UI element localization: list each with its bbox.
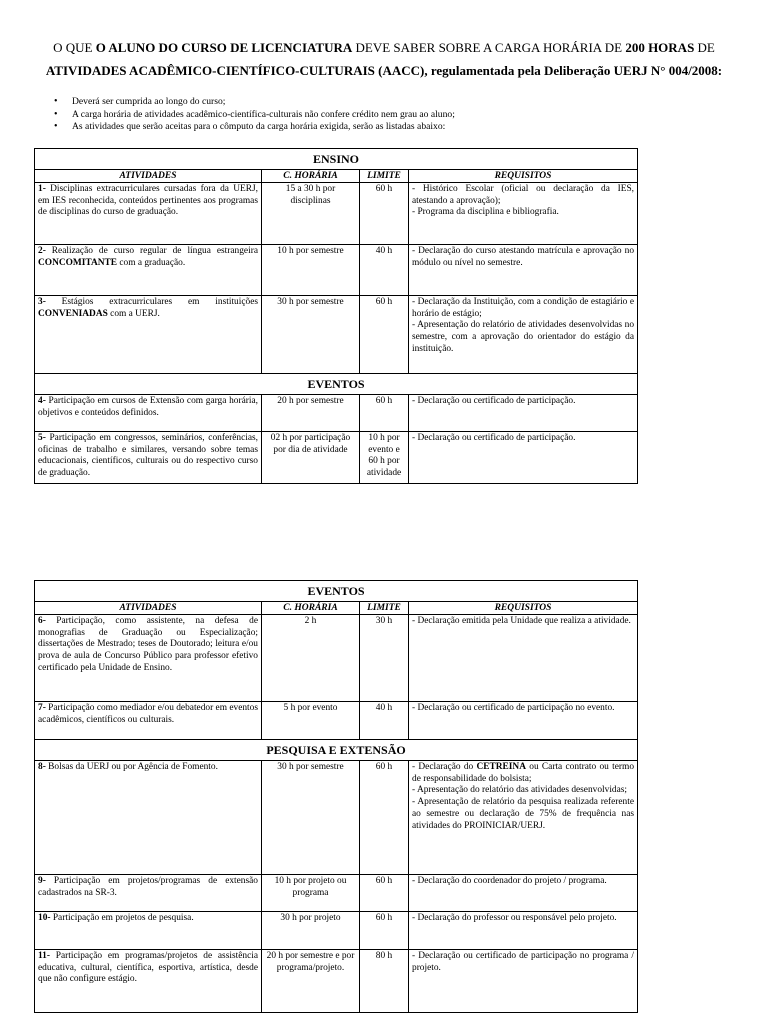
hours-cell: 2 h <box>262 615 360 702</box>
hours-cell: 10 h por semestre <box>262 245 360 296</box>
table-row <box>35 761 638 875</box>
section-pesquisa-extensao: PESQUISA E EXTENSÃO <box>35 740 638 761</box>
hours-cell: 5 h por evento <box>262 702 360 740</box>
table-row <box>35 432 638 484</box>
activity-cell: 8- Bolsas da UERJ ou por Agência de Fomento. <box>35 761 262 875</box>
rule-item: • Deverá ser cumprida ao longo do curso; <box>54 96 694 109</box>
activity-cell: 10- Participação em projetos de pesquisa. <box>35 912 262 950</box>
limit-cell: 60 h <box>360 395 409 432</box>
col-header-requisitos: REQUISITOS <box>409 170 638 183</box>
activities-table-1 <box>34 148 638 484</box>
activity-cell: 1- Disciplinas extracurriculares cursadas fora da UERJ, em IES reconhecida, conteúdos pertinentes aos programas de disciplinas do curso de graduação. <box>35 183 262 245</box>
limit-cell: 60 h <box>360 912 409 950</box>
activity-cell: 11- Participação em programas/projetos de assistência educativa, cultural, científica, esportiva, artística, desde que não configure estágio. <box>35 950 262 1013</box>
table-row <box>35 183 638 245</box>
col-header-requisitos: REQUISITOS <box>409 602 638 615</box>
activity-cell: 6- Participação, como assistente, na defesa de monografias de Graduação ou Especialização; dissertações de Mestrado; teses de Doutorado; leitura e/ou prova de aula de Concurso Público para professor efetivo certificado pela Unidade de Ensino. <box>35 615 262 702</box>
requirements-cell: - Declaração do coordenador do projeto / programa. <box>409 875 638 912</box>
col-header-limite: LIMITE <box>360 602 409 615</box>
limit-cell: 60 h <box>360 761 409 875</box>
hours-cell: 30 h por projeto <box>262 912 360 950</box>
activity-cell: 7- Participação como mediador e/ou debatedor em eventos acadêmicos, científicos ou culturais. <box>35 702 262 740</box>
hours-cell: 20 h por semestre e por programa/projeto. <box>262 950 360 1013</box>
requirements-cell: - Declaração ou certificado de participação no evento. <box>409 702 638 740</box>
hours-cell: 20 h por semestre <box>262 395 360 432</box>
col-header-carga-horaria: C. HORÁRIA <box>262 602 360 615</box>
activities-table-2 <box>34 580 638 1013</box>
requirements-cell: - Declaração do CETREINA ou Carta contrato ou termo de responsabilidade do bolsista; - Apresentação do relatório das atividades desenvolvidas; - Apresentação de relatório da pesquisa realizada referente ao semestre ou declaração de 75% de frequência nas atividades do PROINICIAR/UERJ. <box>409 761 638 875</box>
hours-cell: 15 a 30 h por disciplinas <box>262 183 360 245</box>
requirements-cell: - Histórico Escolar (oficial ou declaração da IES, atestando a aprovação); - Programa da disciplina e bibliografia. <box>409 183 638 245</box>
requirements-cell: - Declaração ou certificado de participação. <box>409 432 638 484</box>
section-eventos: EVENTOS <box>35 374 638 395</box>
limit-cell: 40 h <box>360 245 409 296</box>
hours-cell: 30 h por semestre <box>262 296 360 374</box>
requirements-cell: - Declaração emitida pela Unidade que realiza a atividade. <box>409 615 638 702</box>
col-header-atividades: ATIVIDADES <box>35 170 262 183</box>
activity-cell: 2- Realização de curso regular de língua estrangeira CONCOMITANTE com a graduação. <box>35 245 262 296</box>
col-header-atividades: ATIVIDADES <box>35 602 262 615</box>
hours-cell: 10 h por projeto ou programa <box>262 875 360 912</box>
limit-cell: 30 h <box>360 615 409 702</box>
limit-cell: 60 h <box>360 296 409 374</box>
limit-cell: 10 h por evento e 60 h por atividade <box>360 432 409 484</box>
table-row <box>35 245 638 296</box>
document-title: O QUE O ALUNO DO CURSO DE LICENCIATURA DEVE SABER SOBRE A CARGA HORÁRIA DE 200 HORAS DE ATIVIDADES ACADÊMICO-CIENTÍFICO-CULTURAIS (AACC), regulamentada pela Deliberação UERJ N° 004/2008: <box>45 40 723 78</box>
limit-cell: 80 h <box>360 950 409 1013</box>
activity-cell: 9- Participação em projetos/programas de extensão cadastrados na SR-3. <box>35 875 262 912</box>
hours-cell: 02 h por participação por dia de atividade <box>262 432 360 484</box>
section-ensino: ENSINO <box>35 149 638 170</box>
limit-cell: 60 h <box>360 183 409 245</box>
activity-cell: 3- Estágios extracurriculares em instituições CONVENIADAS com a UERJ. <box>35 296 262 374</box>
limit-cell: 60 h <box>360 875 409 912</box>
table-row <box>35 615 638 702</box>
section-eventos: EVENTOS <box>35 581 638 602</box>
requirements-cell: - Declaração ou certificado de participação. <box>409 395 638 432</box>
requirements-cell: - Declaração ou certificado de participação no programa / projeto. <box>409 950 638 1013</box>
rule-item: • As atividades que serão aceitas para o cômputo da carga horária exigida, serão as listadas abaixo: <box>54 121 694 134</box>
requirements-cell: - Declaração do curso atestando matrícula e aprovação no módulo ou nível no semestre. <box>409 245 638 296</box>
limit-cell: 40 h <box>360 702 409 740</box>
rules-list <box>54 96 694 134</box>
rule-item: • A carga horária de atividades acadêmico-científica-culturais não confere crédito nem grau ao aluno; <box>54 109 694 122</box>
col-header-carga-horaria: C. HORÁRIA <box>262 170 360 183</box>
col-header-limite: LIMITE <box>360 170 409 183</box>
hours-cell: 30 h por semestre <box>262 761 360 875</box>
table-row <box>35 296 638 374</box>
activity-cell: 4- Participação em cursos de Extensão com garga horária, objetivos e conteúdos definidos. <box>35 395 262 432</box>
table-row <box>35 395 638 432</box>
requirements-cell: - Declaração do professor ou responsável pelo projeto. <box>409 912 638 950</box>
activity-cell: 5- Participação em congressos, seminários, conferências, oficinas de trabalho e similares, versando sobre temas educacionais, científicos, culturais ou do respectivo curso de graduação. <box>35 432 262 484</box>
table-row <box>35 702 638 740</box>
table-row <box>35 912 638 950</box>
requirements-cell: - Declaração da Instituição, com a condição de estagiário e horário de estágio; - Apresentação do relatório de atividades desenvolvidas no semestre, com a aprovação do orientador do estágio da instituição. <box>409 296 638 374</box>
table-row <box>35 875 638 912</box>
table-row <box>35 950 638 1013</box>
